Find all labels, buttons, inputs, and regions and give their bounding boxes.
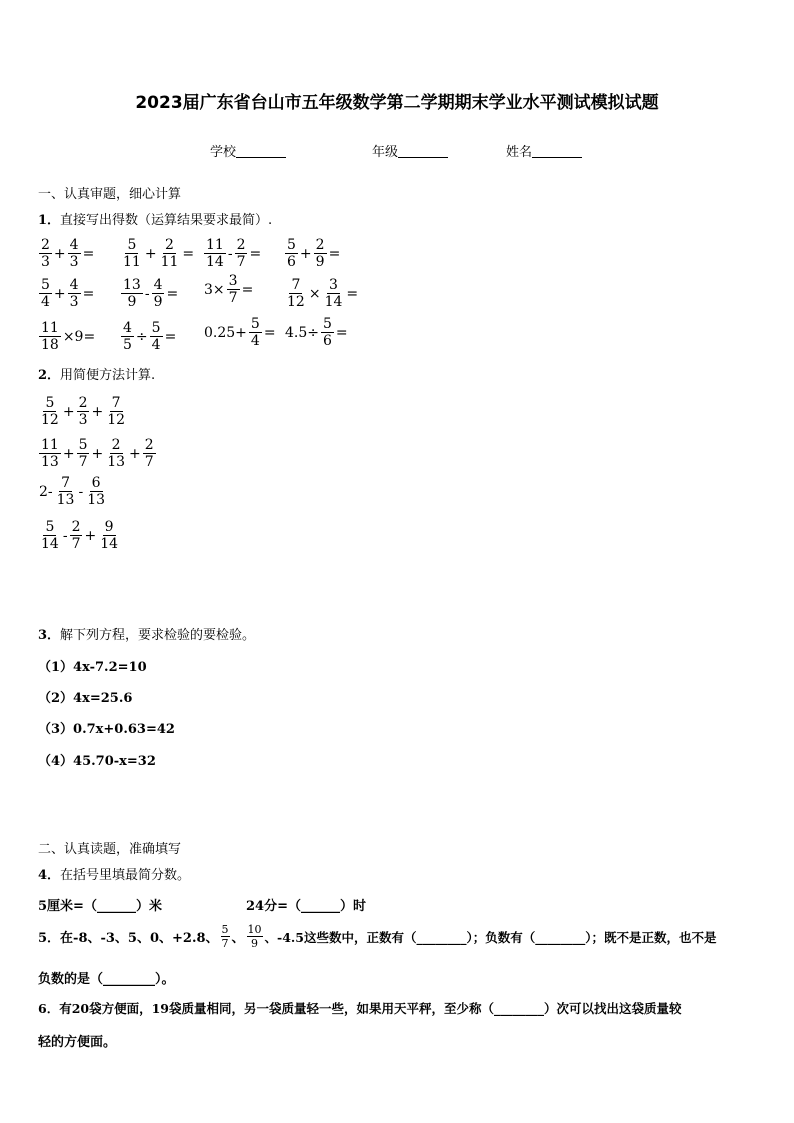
fraction xyxy=(39,321,61,352)
section-2-heading: 二、认真读题，准确填写 xyxy=(38,842,182,857)
fraction xyxy=(159,238,181,269)
operator: - xyxy=(144,285,150,302)
fraction xyxy=(321,317,334,348)
question-text: 解下列方程，要求检验的要检验。 xyxy=(60,628,256,643)
operator: + xyxy=(91,445,104,462)
expression xyxy=(203,317,277,348)
fraction xyxy=(235,238,248,269)
fraction xyxy=(247,924,263,949)
numerator: 2 xyxy=(71,519,81,535)
exercise-item xyxy=(38,234,95,269)
question-text: 直接写出得数（运算结果要求最简）. xyxy=(60,213,273,228)
exercise-item xyxy=(38,392,128,427)
operator: - xyxy=(227,245,233,262)
fraction xyxy=(105,396,127,427)
denominator: 7 xyxy=(228,290,238,306)
numerator: 10 xyxy=(247,923,262,936)
fraction xyxy=(152,278,165,309)
question-4-part-a: 5厘米=（______）米 xyxy=(38,899,162,914)
expression xyxy=(284,238,341,269)
denominator: 6 xyxy=(323,333,332,349)
operator: - xyxy=(62,527,68,544)
expression xyxy=(203,238,262,269)
fraction xyxy=(204,238,226,269)
exercise-item xyxy=(38,274,95,309)
grade-label: 年级 xyxy=(372,145,399,160)
school-field xyxy=(210,141,286,160)
numerator: 2 xyxy=(315,237,325,253)
fraction xyxy=(77,396,90,427)
exercise-item xyxy=(284,274,359,309)
denominator: 9 xyxy=(315,254,325,270)
fraction xyxy=(68,278,81,309)
expression xyxy=(120,278,179,309)
exercise-item xyxy=(38,516,121,551)
equation-4: （4）45.70-x=32 xyxy=(38,754,156,769)
question-text: 用简便方法计算. xyxy=(60,368,156,383)
equation-2: （2）4x=25.6 xyxy=(38,691,133,706)
numerator: 4 xyxy=(69,237,79,253)
operator: 4.5÷ xyxy=(285,324,319,341)
fraction xyxy=(285,278,307,309)
fraction xyxy=(68,238,81,269)
fraction xyxy=(39,278,52,309)
denominator: 7 xyxy=(71,536,81,552)
denominator: 5 xyxy=(123,337,132,353)
question-text: 在括号里填最简分数。 xyxy=(60,868,191,883)
denominator: 3 xyxy=(69,294,79,310)
denominator: 11 xyxy=(123,254,141,270)
exercise-item xyxy=(284,234,341,269)
school-label: 学校 xyxy=(210,145,237,160)
question-number: 6． xyxy=(38,1001,60,1016)
numerator: 5 xyxy=(41,277,50,293)
denominator: 14 xyxy=(41,536,59,552)
fraction xyxy=(121,321,134,352)
fraction xyxy=(39,396,61,427)
question-5-line-1 xyxy=(38,924,716,949)
exercise-item xyxy=(203,234,262,269)
denominator: 3 xyxy=(69,254,79,270)
separator: 、 xyxy=(231,931,245,946)
numerator: 5 xyxy=(287,237,296,253)
question-number: 3． xyxy=(38,628,61,643)
numerator: 2 xyxy=(144,437,154,453)
exercise-item xyxy=(38,317,96,352)
operator: + xyxy=(62,403,75,420)
name-label: 姓名 xyxy=(506,145,533,160)
denominator: 4 xyxy=(250,333,260,349)
denominator: 12 xyxy=(107,412,126,428)
grade-field xyxy=(372,141,448,160)
numerator: 5 xyxy=(151,320,161,336)
numerator: 2 xyxy=(78,395,88,411)
numerator: 4 xyxy=(153,277,163,293)
denominator: 12 xyxy=(41,412,59,428)
question-4-part-b: 24分=（______）时 xyxy=(246,899,366,914)
denominator: 13 xyxy=(87,492,106,508)
fraction xyxy=(150,321,163,352)
operator: + xyxy=(53,245,66,262)
expression xyxy=(203,274,254,305)
operator: + xyxy=(299,245,312,262)
operator: = xyxy=(335,324,348,341)
denominator: 7 xyxy=(221,937,229,950)
exercise-item xyxy=(38,476,108,507)
numerator: 5 xyxy=(127,237,137,253)
numerator: 3 xyxy=(329,277,338,293)
operator: = xyxy=(328,245,341,262)
numerator: 11 xyxy=(41,437,59,453)
denominator: 13 xyxy=(41,454,59,470)
question-6-line-2: 轻的方便面。 xyxy=(38,1035,117,1050)
denominator: 14 xyxy=(206,254,224,270)
denominator: 4 xyxy=(151,337,161,353)
numerator: 2 xyxy=(41,237,50,253)
denominator: 3 xyxy=(78,412,88,428)
question-6-text: 有20袋方便面，19袋质量相同，另一袋质量轻一些，如果用天平秤，至少称（________）次可以找出这袋质量较 xyxy=(59,1001,682,1016)
fraction xyxy=(249,317,262,348)
fraction xyxy=(143,438,156,469)
fraction xyxy=(98,520,120,551)
name-blank[interactable] xyxy=(532,143,582,158)
denominator: 9 xyxy=(127,294,137,310)
numerator: 9 xyxy=(104,519,114,535)
operator: = xyxy=(241,281,254,298)
exercise-item xyxy=(38,434,157,469)
numerator: 11 xyxy=(206,237,224,253)
operator: = xyxy=(164,328,177,345)
question-number: 1． xyxy=(38,213,61,228)
fraction xyxy=(85,476,107,507)
numerator: 4 xyxy=(69,277,79,293)
equation-3: （3）0.7x+0.63=42 xyxy=(38,722,175,737)
denominator: 12 xyxy=(287,294,305,310)
operator: = xyxy=(166,285,179,302)
denominator: 7 xyxy=(78,454,88,470)
fraction xyxy=(55,476,77,507)
page-title: 2023届广东省台山市五年级数学第二学期期末学业水平测试模拟试题 xyxy=(135,93,659,113)
numerator: 3 xyxy=(228,273,238,289)
denominator: 7 xyxy=(236,254,246,270)
numerator: 5 xyxy=(250,316,260,332)
numerator: 5 xyxy=(221,923,229,936)
numerator: 5 xyxy=(45,395,55,411)
operator: = xyxy=(263,324,276,341)
section-1-heading: 一、认真审题，细心计算 xyxy=(38,187,182,202)
operator: ×9= xyxy=(62,328,96,345)
expression xyxy=(38,438,157,469)
fraction xyxy=(285,238,298,269)
exercise-item xyxy=(120,317,177,352)
question-number: 4． xyxy=(38,868,61,883)
denominator: 14 xyxy=(324,294,343,310)
numerator: 4 xyxy=(123,320,132,336)
question-number: 2． xyxy=(38,368,61,383)
fraction xyxy=(227,274,240,305)
denominator: 9 xyxy=(153,294,163,310)
school-blank[interactable] xyxy=(236,143,286,158)
exercise-item xyxy=(120,274,179,309)
operator: = xyxy=(249,245,262,262)
expression xyxy=(38,278,95,309)
operator: × xyxy=(308,285,321,302)
expression xyxy=(38,476,108,507)
operator: = xyxy=(82,285,95,302)
exercise-item xyxy=(203,274,254,305)
denominator: 13 xyxy=(107,454,126,470)
exercise-item xyxy=(284,317,349,348)
operator: + xyxy=(91,403,104,420)
denominator: 13 xyxy=(56,492,75,508)
expression xyxy=(284,317,349,348)
numerator: 5 xyxy=(45,519,55,535)
numerator: 5 xyxy=(323,316,332,332)
numerator: 2 xyxy=(165,237,174,253)
operator: ÷ xyxy=(135,328,148,345)
numerator: 2 xyxy=(236,237,246,253)
expression xyxy=(38,321,96,352)
fraction xyxy=(70,520,83,551)
operator: = xyxy=(346,285,359,302)
expression xyxy=(120,238,195,269)
denominator: 11 xyxy=(160,254,179,270)
fraction xyxy=(121,238,143,269)
denominator: 9 xyxy=(251,937,259,950)
operator: + xyxy=(62,445,75,462)
numerator: 7 xyxy=(111,395,121,411)
fraction xyxy=(314,238,327,269)
question-3-stem xyxy=(38,624,255,643)
denominator: 4 xyxy=(41,294,50,310)
question-6-line-1 xyxy=(38,999,682,1017)
question-5-text-post: 、-4.5这些数中，正数有（________）；负数有（________）；既不是正数，也不是 xyxy=(264,929,717,945)
fraction xyxy=(39,438,61,469)
fraction xyxy=(77,438,90,469)
fraction xyxy=(39,238,52,269)
grade-blank[interactable] xyxy=(398,143,448,158)
numerator: 7 xyxy=(61,475,71,491)
numerator: 11 xyxy=(41,320,59,336)
operator: + xyxy=(144,245,157,262)
fraction xyxy=(221,924,230,949)
fraction xyxy=(323,278,345,309)
denominator: 7 xyxy=(144,454,154,470)
exercise-item xyxy=(203,317,277,348)
operator: 2- xyxy=(39,483,53,500)
operator: 3× xyxy=(204,281,225,298)
operator: - xyxy=(78,483,84,500)
question-number: 5． xyxy=(38,931,61,946)
question-2-stem xyxy=(38,364,155,383)
denominator: 18 xyxy=(41,337,59,353)
expression xyxy=(38,238,95,269)
expression xyxy=(38,520,121,551)
question-4-stem xyxy=(38,864,190,883)
numerator: 7 xyxy=(291,277,301,293)
question-5-text-pre: 在-8、-3、5、0、+2.8、 xyxy=(60,931,219,946)
denominator: 3 xyxy=(41,254,50,270)
fraction xyxy=(121,278,143,309)
numerator: 6 xyxy=(91,475,101,491)
equation-1: （1）4x-7.2=10 xyxy=(38,660,147,675)
numerator: 13 xyxy=(123,277,141,293)
operator: + xyxy=(84,527,97,544)
exercise-item xyxy=(120,234,195,269)
operator: 0.25+ xyxy=(204,324,247,341)
fraction xyxy=(39,520,61,551)
expression xyxy=(284,278,359,309)
operator: + xyxy=(129,445,141,462)
fraction xyxy=(105,438,127,469)
operator: = xyxy=(82,245,95,262)
denominator: 14 xyxy=(100,536,119,552)
name-field xyxy=(506,141,582,160)
question-1-stem xyxy=(38,209,272,228)
numerator: 5 xyxy=(78,437,88,453)
denominator: 6 xyxy=(287,254,296,270)
question-5-line-2: 负数的是（________）。 xyxy=(38,972,175,987)
expression xyxy=(38,396,128,427)
expression xyxy=(120,321,177,352)
operator: = xyxy=(182,245,195,262)
operator: + xyxy=(53,285,66,302)
numerator: 2 xyxy=(111,437,121,453)
